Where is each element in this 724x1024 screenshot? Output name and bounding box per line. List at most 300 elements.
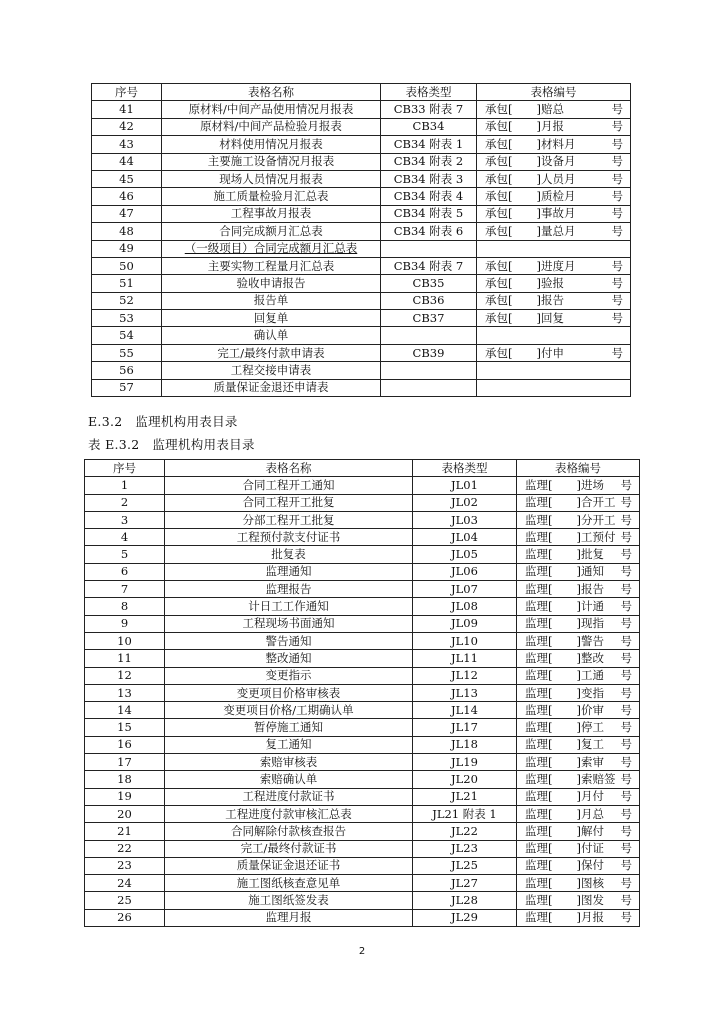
cell-name: 工程事故月报表 xyxy=(162,205,381,222)
code-suffix: 号 xyxy=(620,841,632,856)
cell-type: JL19 xyxy=(413,754,517,771)
table-row xyxy=(85,615,640,632)
code-wrap xyxy=(485,137,627,152)
code-suffix: 号 xyxy=(611,136,623,151)
code-mid: ]材料月 xyxy=(536,136,576,151)
code-left xyxy=(525,634,604,649)
column-header: 序号 xyxy=(85,460,165,477)
cell-name xyxy=(162,240,381,257)
cell-no: 26 xyxy=(85,909,165,926)
code-prefix: 承包[ xyxy=(485,310,513,325)
code-wrap xyxy=(525,703,636,718)
code-left xyxy=(485,259,576,274)
cell-name: 施工图纸签发表 xyxy=(165,892,413,909)
code-prefix: 承包[ xyxy=(485,223,513,238)
cell-type: JL05 xyxy=(413,546,517,563)
code-wrap xyxy=(525,564,636,579)
code-mid: ]索审 xyxy=(576,754,604,769)
table-row xyxy=(92,101,631,118)
cell-type: JL21 xyxy=(413,788,517,805)
table-row xyxy=(92,136,631,153)
code-left xyxy=(525,703,604,718)
code-prefix: 承包[ xyxy=(485,154,513,169)
code-suffix: 号 xyxy=(611,206,623,221)
cell-type: JL27 xyxy=(413,875,517,892)
code-prefix: 监理[ xyxy=(525,633,553,648)
cell-type: JL12 xyxy=(413,667,517,684)
cell-no: 4 xyxy=(85,529,165,546)
code-suffix: 号 xyxy=(620,754,632,769)
code-mid: ]通知 xyxy=(576,564,604,579)
table-row xyxy=(85,667,640,684)
code-prefix: 监理[ xyxy=(525,547,553,562)
cell-no: 53 xyxy=(92,310,162,327)
code-suffix: 号 xyxy=(611,275,623,290)
code-suffix: 号 xyxy=(620,685,632,700)
cell-no: 15 xyxy=(85,719,165,736)
code-suffix: 号 xyxy=(620,893,632,908)
cell-name-text: （一级项目）合同完成额月汇总表 xyxy=(184,241,358,256)
cell-code xyxy=(517,788,640,805)
cell-name: 监理月报 xyxy=(165,909,413,926)
cell-name: 完工/最终付款证书 xyxy=(165,840,413,857)
cell-no: 3 xyxy=(85,511,165,528)
cell-no: 12 xyxy=(85,667,165,684)
cell-name: 合同解除付款核查报告 xyxy=(165,823,413,840)
cell-type: CB34 附表 3 xyxy=(381,170,477,187)
cell-name: 分部工程开工批复 xyxy=(165,511,413,528)
code-prefix: 承包[ xyxy=(485,206,513,221)
table-row xyxy=(92,188,631,205)
cell-no: 8 xyxy=(85,598,165,615)
cell-type: CB33 附表 7 xyxy=(381,101,477,118)
code-prefix: 监理[ xyxy=(525,495,553,510)
table-row xyxy=(92,379,631,396)
cell-code xyxy=(517,684,640,701)
cell-type: JL25 xyxy=(413,857,517,874)
table-row xyxy=(92,223,631,240)
code-left xyxy=(525,737,604,752)
code-wrap xyxy=(525,651,636,666)
cell-no: 14 xyxy=(85,702,165,719)
code-wrap xyxy=(485,328,627,343)
cell-type: JL01 xyxy=(413,477,517,494)
cell-no: 23 xyxy=(85,857,165,874)
cell-type: JL20 xyxy=(413,771,517,788)
code-wrap xyxy=(525,737,636,752)
code-mid: ]工预付 xyxy=(576,529,616,544)
cell-code xyxy=(517,736,640,753)
code-wrap xyxy=(485,102,627,117)
column-header: 表格名称 xyxy=(162,84,381,101)
code-left xyxy=(525,495,616,510)
code-wrap xyxy=(525,530,636,545)
cell-type: JL08 xyxy=(413,598,517,615)
cell-no: 52 xyxy=(92,292,162,309)
code-suffix: 号 xyxy=(620,529,632,544)
cell-name: 变更项目价格/工期确认单 xyxy=(165,702,413,719)
code-prefix: 监理[ xyxy=(525,789,553,804)
cell-code xyxy=(517,511,640,528)
cell-name: 合同完成额月汇总表 xyxy=(162,223,381,240)
code-wrap xyxy=(485,206,627,221)
code-prefix: 监理[ xyxy=(525,806,553,821)
cell-type: JL04 xyxy=(413,529,517,546)
cell-no: 11 xyxy=(85,650,165,667)
cell-type: JL06 xyxy=(413,563,517,580)
code-suffix: 号 xyxy=(620,806,632,821)
code-left xyxy=(525,772,616,787)
cell-code xyxy=(477,223,631,240)
cell-code xyxy=(517,563,640,580)
code-prefix: 监理[ xyxy=(525,771,553,786)
cell-code xyxy=(517,650,640,667)
table-row xyxy=(85,823,640,840)
cell-no: 50 xyxy=(92,257,162,274)
cell-name: 材料使用情况月报表 xyxy=(162,136,381,153)
code-mid: ]付申 xyxy=(536,345,564,360)
table-row xyxy=(85,754,640,771)
cell-no: 13 xyxy=(85,684,165,701)
code-left xyxy=(525,547,604,562)
code-wrap xyxy=(525,841,636,856)
section-heading: E.3.2 监理机构用表目录 xyxy=(88,414,238,429)
code-wrap xyxy=(525,616,636,631)
cell-type: CB34 附表 2 xyxy=(381,153,477,170)
code-wrap xyxy=(525,893,636,908)
code-mid: ]分开工 xyxy=(576,512,616,527)
cell-code xyxy=(477,379,631,396)
cell-code xyxy=(517,840,640,857)
code-wrap xyxy=(525,513,636,528)
code-left xyxy=(525,893,604,908)
cell-type: JL17 xyxy=(413,719,517,736)
cell-name: 整改通知 xyxy=(165,650,413,667)
code-mid: ]回复 xyxy=(536,310,564,325)
code-left xyxy=(485,276,564,291)
cell-no: 5 xyxy=(85,546,165,563)
table-row xyxy=(85,736,640,753)
code-mid: ]进场 xyxy=(576,477,604,492)
table-row xyxy=(85,702,640,719)
cell-code xyxy=(517,546,640,563)
cell-code xyxy=(517,805,640,822)
cell-name: 监理通知 xyxy=(165,563,413,580)
code-wrap xyxy=(485,293,627,308)
code-wrap xyxy=(485,224,627,239)
code-wrap xyxy=(525,582,636,597)
cell-name: 主要施工设备情况月报表 xyxy=(162,153,381,170)
code-prefix: 承包[ xyxy=(485,258,513,273)
code-left xyxy=(485,293,564,308)
code-mid: ]质检月 xyxy=(536,189,576,204)
code-wrap xyxy=(485,154,627,169)
code-suffix: 号 xyxy=(611,345,623,360)
cell-code xyxy=(517,754,640,771)
cell-code xyxy=(477,240,631,257)
cell-code xyxy=(477,136,631,153)
column-header: 表格类型 xyxy=(413,460,517,477)
code-suffix: 号 xyxy=(611,102,623,117)
code-left xyxy=(525,876,604,891)
cell-code xyxy=(517,529,640,546)
cell-type: CB34 附表 5 xyxy=(381,205,477,222)
cell-name: 警告通知 xyxy=(165,632,413,649)
code-wrap xyxy=(525,547,636,562)
cell-no: 55 xyxy=(92,344,162,361)
code-suffix: 号 xyxy=(620,633,632,648)
code-mid: ]停工 xyxy=(576,720,604,735)
cell-name: 原材料/中间产品检验月报表 xyxy=(162,118,381,135)
cell-no: 10 xyxy=(85,632,165,649)
cell-name: 工程现场书面通知 xyxy=(165,615,413,632)
cell-name: 计日工工作通知 xyxy=(165,598,413,615)
page-number: 2 xyxy=(358,946,366,957)
cell-code xyxy=(517,598,640,615)
cell-code xyxy=(477,188,631,205)
code-mid: ]付证 xyxy=(576,841,604,856)
table-row xyxy=(85,529,640,546)
code-mid: ]工通 xyxy=(576,668,604,683)
code-prefix: 承包[ xyxy=(485,293,513,308)
code-prefix: 监理[ xyxy=(525,754,553,769)
code-prefix: 监理[ xyxy=(525,720,553,735)
table-row xyxy=(85,511,640,528)
code-suffix: 号 xyxy=(620,599,632,614)
code-suffix: 号 xyxy=(620,564,632,579)
cell-name: 工程进度付款审核汇总表 xyxy=(165,805,413,822)
code-suffix: 号 xyxy=(620,495,632,510)
code-left xyxy=(525,651,604,666)
code-wrap xyxy=(525,720,636,735)
table-row xyxy=(85,546,640,563)
code-wrap xyxy=(485,172,627,187)
table-row xyxy=(92,327,631,344)
cell-code xyxy=(517,771,640,788)
column-header: 序号 xyxy=(92,84,162,101)
code-suffix: 号 xyxy=(620,910,632,925)
code-suffix: 号 xyxy=(620,477,632,492)
cell-name: 原材料/中间产品使用情况月报表 xyxy=(162,101,381,118)
code-mid: ]月总 xyxy=(576,806,604,821)
code-left xyxy=(525,824,604,839)
cell-name: 确认单 xyxy=(162,327,381,344)
table-row xyxy=(85,719,640,736)
cell-code xyxy=(517,667,640,684)
code-left xyxy=(485,172,576,187)
code-mid: ]批复 xyxy=(576,547,604,562)
cell-code xyxy=(517,892,640,909)
code-suffix: 号 xyxy=(620,668,632,683)
code-left xyxy=(485,206,576,221)
table-row xyxy=(85,875,640,892)
code-suffix: 号 xyxy=(620,720,632,735)
code-mid: ]图发 xyxy=(576,893,604,908)
code-left xyxy=(525,478,604,493)
table-row xyxy=(85,598,640,615)
code-wrap xyxy=(525,478,636,493)
cell-no: 41 xyxy=(92,101,162,118)
table-row xyxy=(92,170,631,187)
code-suffix: 号 xyxy=(620,581,632,596)
code-mid: ]设备月 xyxy=(536,154,576,169)
code-left xyxy=(485,137,576,152)
table-row xyxy=(85,684,640,701)
code-suffix: 号 xyxy=(611,171,623,186)
cell-no: 6 xyxy=(85,563,165,580)
cell-code xyxy=(477,292,631,309)
cell-no: 46 xyxy=(92,188,162,205)
cell-code xyxy=(517,494,640,511)
cell-code xyxy=(517,823,640,840)
code-wrap xyxy=(525,807,636,822)
table-row xyxy=(85,840,640,857)
cell-name: 主要实物工程量月汇总表 xyxy=(162,257,381,274)
code-prefix: 监理[ xyxy=(525,685,553,700)
code-mid: ]赔总 xyxy=(536,102,564,117)
code-mid: ]现指 xyxy=(576,616,604,631)
cell-type: CB37 xyxy=(381,310,477,327)
cell-no: 22 xyxy=(85,840,165,857)
code-suffix: 号 xyxy=(611,293,623,308)
cell-type: JL09 xyxy=(413,615,517,632)
cell-name: 工程预付款支付证书 xyxy=(165,529,413,546)
cell-no: 16 xyxy=(85,736,165,753)
code-prefix: 监理[ xyxy=(525,823,553,838)
code-suffix: 号 xyxy=(620,858,632,873)
cell-name: 合同工程开工批复 xyxy=(165,494,413,511)
code-suffix: 号 xyxy=(620,547,632,562)
code-mid: ]复工 xyxy=(576,737,604,752)
code-left xyxy=(525,686,604,701)
cell-type: JL14 xyxy=(413,702,517,719)
code-prefix: 监理[ xyxy=(525,616,553,631)
cell-name: 施工质量检验月汇总表 xyxy=(162,188,381,205)
cell-code xyxy=(517,909,640,926)
code-wrap xyxy=(525,668,636,683)
cell-name: 质量保证金退还证书 xyxy=(165,857,413,874)
cell-code xyxy=(477,362,631,379)
cell-type: JL18 xyxy=(413,736,517,753)
cell-no: 47 xyxy=(92,205,162,222)
code-prefix: 监理[ xyxy=(525,477,553,492)
table-row xyxy=(85,805,640,822)
code-wrap xyxy=(525,495,636,510)
table-row xyxy=(92,118,631,135)
table-row xyxy=(92,275,631,292)
code-left xyxy=(485,102,564,117)
code-wrap xyxy=(525,755,636,770)
code-mid: ]月报 xyxy=(536,119,564,134)
code-prefix: 监理[ xyxy=(525,581,553,596)
cell-no: 45 xyxy=(92,170,162,187)
supervision-forms-table-body xyxy=(85,460,640,927)
code-mid: ]索赔签 xyxy=(576,771,616,786)
code-left xyxy=(525,582,604,597)
code-wrap xyxy=(485,380,627,395)
table-row xyxy=(92,310,631,327)
code-wrap xyxy=(525,772,636,787)
code-left xyxy=(485,328,509,343)
cell-type: CB36 xyxy=(381,292,477,309)
code-suffix: 号 xyxy=(620,771,632,786)
cell-name: 复工通知 xyxy=(165,736,413,753)
contractor-forms-table-body xyxy=(92,84,631,397)
code-suffix: 号 xyxy=(620,616,632,631)
cell-no: 20 xyxy=(85,805,165,822)
code-suffix: 号 xyxy=(611,189,623,204)
code-wrap xyxy=(525,789,636,804)
cell-type: CB34 xyxy=(381,118,477,135)
table-row xyxy=(92,292,631,309)
code-mid: ]人员月 xyxy=(536,171,576,186)
cell-no: 43 xyxy=(92,136,162,153)
cell-type: JL11 xyxy=(413,650,517,667)
cell-name: 验收申请报告 xyxy=(162,275,381,292)
cell-name: 报告单 xyxy=(162,292,381,309)
code-prefix: 监理[ xyxy=(525,650,553,665)
code-mid: ]月付 xyxy=(576,789,604,804)
cell-name: 工程进度付款证书 xyxy=(165,788,413,805)
cell-no: 57 xyxy=(92,379,162,396)
code-mid: ]量总月 xyxy=(536,223,576,238)
cell-no: 17 xyxy=(85,754,165,771)
cell-type: CB34 附表 6 xyxy=(381,223,477,240)
column-header: 表格名称 xyxy=(165,460,413,477)
cell-type: CB35 xyxy=(381,275,477,292)
cell-code xyxy=(477,257,631,274)
cell-no: 51 xyxy=(92,275,162,292)
code-left xyxy=(485,189,576,204)
code-wrap xyxy=(525,599,636,614)
cell-name: 质量保证金退还申请表 xyxy=(162,379,381,396)
table-row xyxy=(92,205,631,222)
cell-type: JL29 xyxy=(413,909,517,926)
cell-code xyxy=(517,857,640,874)
code-wrap xyxy=(525,686,636,701)
code-suffix: 号 xyxy=(620,875,632,890)
code-suffix: 号 xyxy=(620,650,632,665)
code-wrap xyxy=(525,858,636,873)
code-prefix: 承包[ xyxy=(485,136,513,151)
cell-code xyxy=(477,205,631,222)
cell-no: 9 xyxy=(85,615,165,632)
table-row xyxy=(85,788,640,805)
cell-type xyxy=(381,240,477,257)
code-wrap xyxy=(525,876,636,891)
code-mid: ]价审 xyxy=(576,702,604,717)
cell-no: 56 xyxy=(92,362,162,379)
supervision-forms-table xyxy=(84,459,640,927)
code-prefix: 承包[ xyxy=(485,102,513,117)
cell-type: JL23 xyxy=(413,840,517,857)
cell-no: 21 xyxy=(85,823,165,840)
code-suffix: 号 xyxy=(611,154,623,169)
cell-no: 44 xyxy=(92,153,162,170)
code-prefix: 监理[ xyxy=(525,512,553,527)
cell-type: CB34 附表 4 xyxy=(381,188,477,205)
code-left xyxy=(525,513,616,528)
code-prefix: 监理[ xyxy=(525,529,553,544)
cell-type: JL22 xyxy=(413,823,517,840)
table-row xyxy=(85,563,640,580)
code-wrap xyxy=(525,910,636,925)
code-wrap xyxy=(485,241,627,256)
cell-no: 49 xyxy=(92,240,162,257)
cell-name: 变更项目价格审核表 xyxy=(165,684,413,701)
cell-no: 42 xyxy=(92,118,162,135)
table-row xyxy=(85,581,640,598)
